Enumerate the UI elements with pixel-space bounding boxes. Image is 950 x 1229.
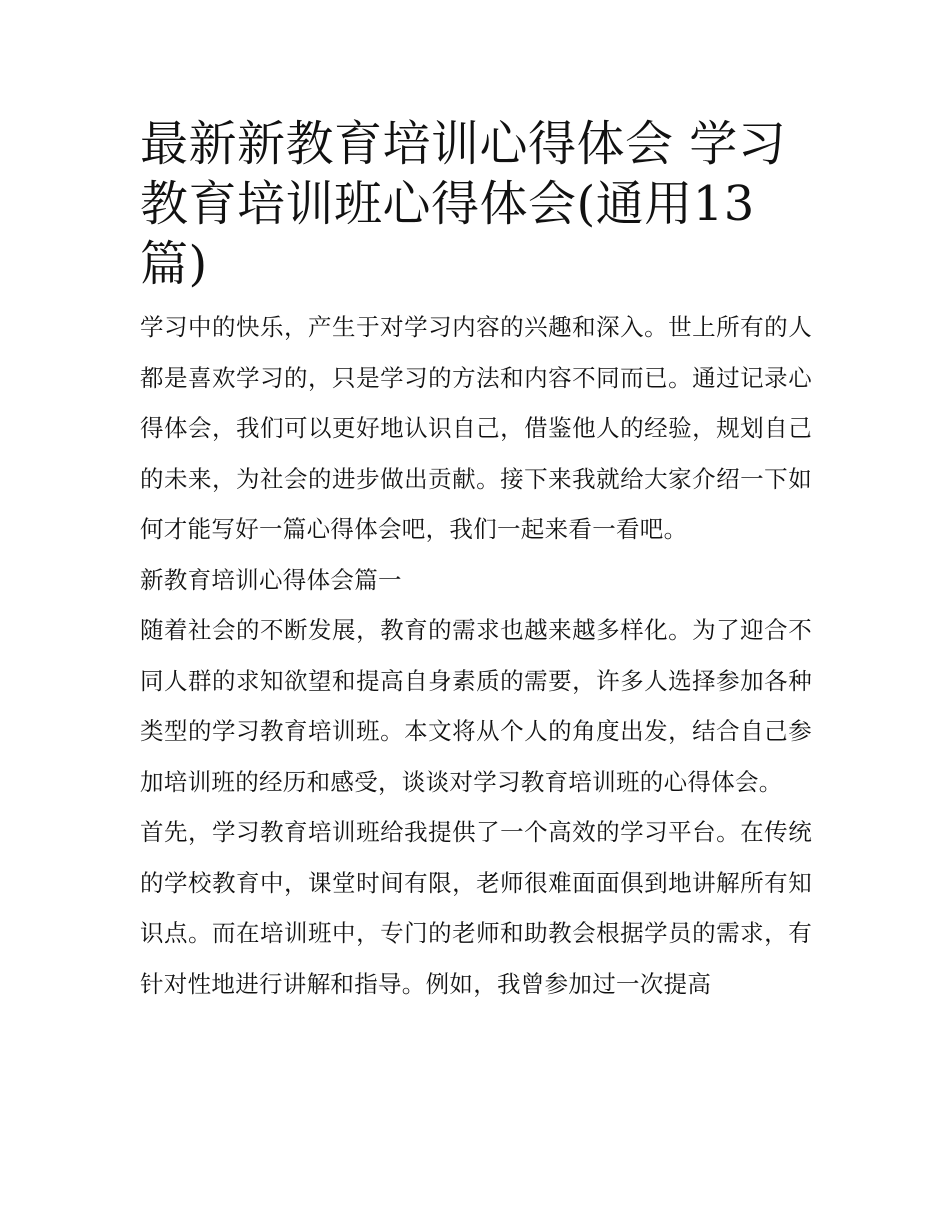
document-body bbox=[140, 114, 812, 1009]
intro-paragraph: 学习中的快乐，产生于对学习内容的兴趣和深入。世上所有的人都是喜欢学习的，只是学习的方法和内容不同而已。通过记录心得体会，我们可以更好地认识自己，借鉴他人的经验，规划自己的未来，为社会的进步做出贡献。接下来我就给大家介绍一下如何才能写好一篇心得体会吧，我们一起来看一看吧。 bbox=[140, 313, 812, 543]
section-heading: 新教育培训心得体会篇一 bbox=[140, 565, 402, 594]
body-paragraph-2: 首先，学习教育培训班给我提供了一个高效的学习平台。在传统的学校教育中，课堂时间有限，老师很难面面俱到地讲解所有知识点。而在培训班中，专门的老师和助教会根据学员的需求，有针对性地进行讲解和指导。例如，我曾参加过一次提高 bbox=[140, 818, 812, 998]
body-paragraph-1: 随着社会的不断发展，教育的需求也越来越多样化。为了迎合不同人群的求知欲望和提高自身素质的需要，许多人选择参加各种类型的学习教育培训班。本文将从个人的角度出发，结合自己参加培训班的经历和感受，谈谈对学习教育培训班的心得体会。 bbox=[140, 616, 812, 796]
document-title: 最新新教育培训心得体会 学习教育培训班心得体会(通用13篇) bbox=[140, 116, 787, 292]
